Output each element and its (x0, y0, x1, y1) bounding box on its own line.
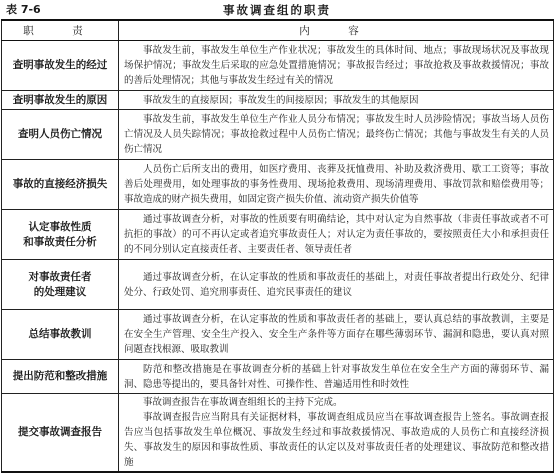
duty-cell (2, 91, 119, 110)
table-row (2, 110, 554, 160)
content-paragraph: 事故发生的直接原因；事故发生的间接原因；事故发生的其他原因 (143, 94, 419, 106)
duty-cell (2, 360, 119, 394)
duty-cell (2, 160, 119, 210)
content-cell (119, 41, 554, 91)
content-cell (119, 160, 554, 210)
duty-label: 提交事故调查报告 (18, 426, 102, 438)
duty-cell (2, 41, 119, 91)
table-row (2, 210, 554, 260)
duty-cell (2, 394, 119, 473)
duty-label: 查明事故发生的原因 (12, 93, 108, 106)
header-content: 内 容 (119, 20, 554, 41)
table-row (2, 394, 554, 473)
duty-cell (2, 110, 119, 160)
content-paragraph: 通过事故调查分析，对事故的性质要有明确结论，其中对认定为自然事故（非责任事故或者不可抗拒的事故）的可不再认定或者追究事故责任人；对认定为责任事故的，要按照责任大小和承担责任的不同分别认定直接责任者、主要责任者、领导责任者 (124, 214, 549, 255)
table-caption (4, 2, 550, 18)
duty-cell (2, 310, 119, 360)
table-body (2, 41, 554, 473)
duty-label: 的处理建议 (33, 285, 87, 298)
duty-cell (2, 210, 119, 260)
content-cell (119, 260, 554, 310)
duty-cell (2, 260, 119, 310)
table-number: 表 7-6 (6, 3, 41, 16)
duty-label: 总结事故教训 (28, 328, 92, 340)
content-paragraph: 人员伤亡后所支出的费用，如医疗费用、丧葬及抚恤费用、补助及救济费用、歇工工资等；事故善后处理费用，如处理事故的事务性费用、现场抢救费用、现场清理费用、事故罚款和赔偿费用等；事故造成的财产损失费用，如固定资产损失价值、流动资产损失价值等 (124, 164, 549, 205)
content-cell (119, 360, 554, 394)
table-row (2, 260, 554, 310)
table-row (2, 310, 554, 360)
content-paragraph: 通过事故调查分析，在认定事故的性质和事故责任者的基础上，要认真总结的事故教训，主要是在安全生产管理、安全生产投入、安全生产条件等方面存在哪些薄弱环节、漏洞和隐患，要认真对照问题查找根源、吸取教训 (124, 314, 549, 355)
duty-label: 查明事故发生的经过 (12, 59, 108, 71)
content-cell (119, 310, 554, 360)
content-cell (119, 91, 554, 110)
duties-table (1, 19, 554, 473)
table-header-row (2, 20, 554, 41)
header-duty: 职 责 (2, 20, 119, 41)
table-row (2, 41, 554, 91)
content-paragraph: 通过事故调查分析，在认定事故的性质和事故责任的基础上，对责任事故者提出行政处分、纪律处分、行政处罚、追究刑事责任、追究民事责任的建议 (124, 271, 549, 298)
content-paragraph: 事故调查报告应当附具有关证据材料，事故调查组成员应当在事故调查报告上签名。事故调查报告应当包括事故发生单位概况、事故发生经过和事故救援情况、事故造成的人员伤亡和直接经济损失、事故发生的原因和事故性质、事故责任的认定以及对事故责任者的处理建议、事故防范和整改措施 (124, 412, 549, 468)
duty-label: 查明人员伤亡情况 (18, 128, 102, 140)
content-paragraph: 事故发生前，事故发生单位生产作业人员分布情况；事故发生时人员涉险情况；事故当场人员伤亡情况及人员失踪情况；事故抢救过程中人员伤亡情况；最终伤亡情况；其他与事故发生有关的人员伤亡情况 (124, 114, 549, 155)
content-paragraph: 防范和整改措施是在事故调查分析的基础上针对事故发生单位在安全生产方面的薄弱环节、漏洞、隐患等提出的，要具备针对性、可操作性、普遍适用性和时效性 (124, 363, 549, 390)
table-row (2, 160, 554, 210)
duty-label: 事故的直接经济损失 (12, 178, 108, 190)
content-cell (119, 110, 554, 160)
duty-label: 和事故责任分析 (23, 235, 97, 248)
content-cell (119, 394, 554, 473)
duty-label: 对事故责任者 (28, 270, 92, 283)
duty-label: 认定事故性质 (28, 220, 92, 233)
duty-label: 提出防范和整改措施 (12, 370, 108, 382)
table-row (2, 91, 554, 110)
content-paragraph: 事故发生前，事故发生单位生产作业状况；事故发生的具体时间、地点；事故现场状况及事故现场保护情况；事故发生后采取的应急处置措施情况；事故报告经过；事故抢救及事故救援情况；事故的善后处理情况；其他与事故发生经过有关的情况 (124, 45, 549, 86)
table-row (2, 360, 554, 394)
content-paragraph: 事故调查报告在事故调查组组长的主持下完成。 (143, 397, 343, 408)
table-title: 事故调查组的职责 (223, 3, 331, 17)
content-cell (119, 210, 554, 260)
